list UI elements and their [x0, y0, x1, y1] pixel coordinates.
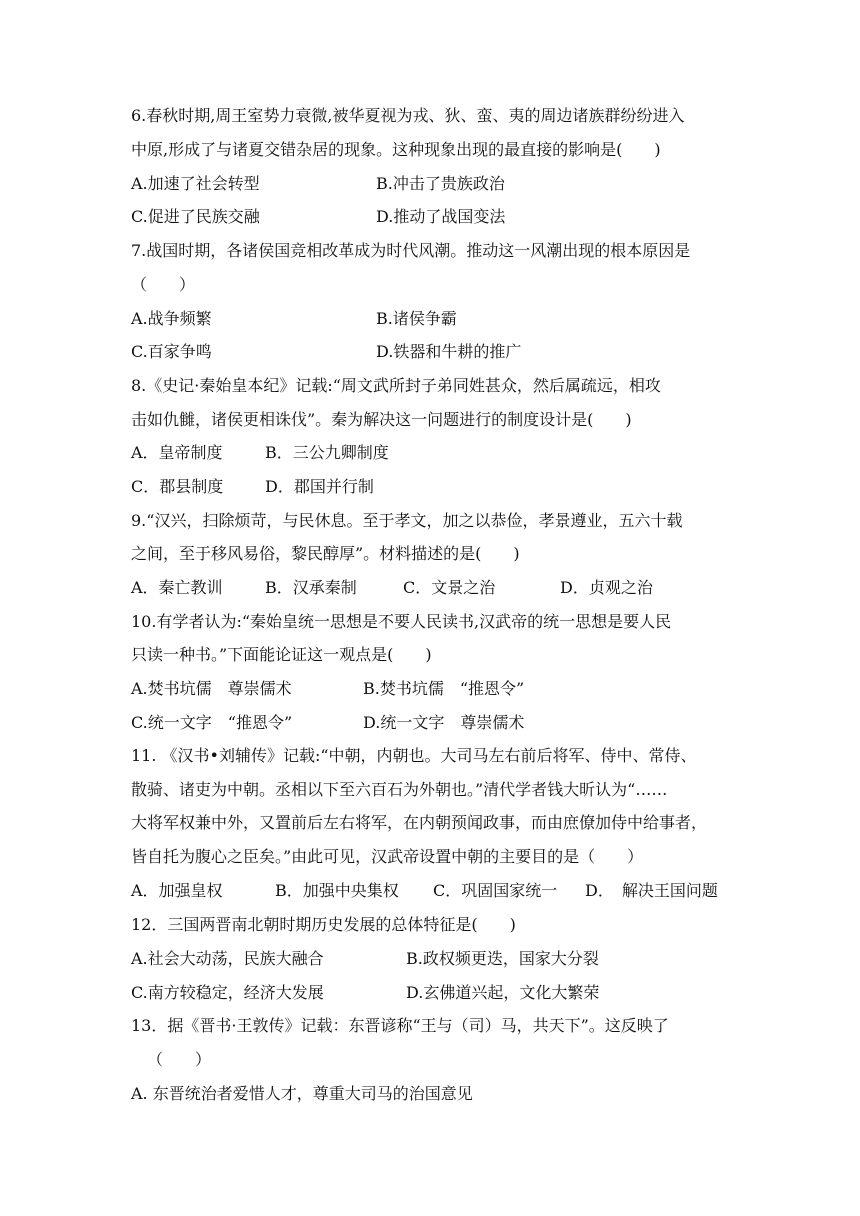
question-9-stem-line-2: 之间，至于移风易俗，黎民醇厚”。材料描述的是( )	[131, 544, 520, 563]
question-8-stem-line-1: 8.《史记·秦始皇本纪》记载:“周文武所封子弟同姓甚众，然后属疏远，相攻	[131, 376, 661, 395]
question-8-option-a: A．皇帝制度	[131, 443, 223, 462]
question-7-stem-line-2: （ ）	[131, 275, 196, 294]
question-10-option-b: B.焚书坑儒 “推恩令”	[363, 679, 525, 698]
question-6-option-a: A.加速了社会转型	[131, 174, 260, 193]
question-13-stem-line-2: （ ）	[147, 1050, 212, 1069]
question-6-option-d: D.推动了战国变法	[376, 207, 506, 226]
question-10-option-d: D.统一文字 尊崇儒术	[363, 713, 525, 732]
question-7-option-a: A.战争频繁	[131, 309, 212, 328]
question-8-option-c: C．郡县制度	[131, 477, 224, 496]
question-9-option-c: C．文景之治	[403, 578, 496, 597]
question-8-stem-line-2: 击如仇雠，诸侯更相诛伐”。秦为解决这一问题进行的制度设计是( )	[131, 410, 632, 429]
question-6-stem-line-2: 中原,形成了与诸夏交错杂居的现象。这种现象出现的最直接的影响是( )	[131, 140, 661, 159]
question-7-option-b: B.诸侯争霸	[376, 309, 457, 328]
question-11-option-d: D． 解决王国问题	[585, 881, 718, 900]
question-11-option-b: B．加强中央集权	[275, 881, 399, 900]
question-9-option-a: A．秦亡教训	[131, 578, 223, 597]
question-11-option-a: A．加强皇权	[131, 881, 223, 900]
question-9-stem-line-1: 9.“汉兴，扫除烦苛，与民休息。至于孝文，加之以恭俭，孝景遵业，五六十载	[131, 511, 683, 530]
question-10-option-c: C.统一文字 “推恩令”	[131, 713, 293, 732]
question-11-option-c: C．巩固国家统一	[433, 881, 558, 900]
question-10-stem-line-2: 只读一种书。”下面能论证这一观点是( )	[131, 645, 432, 664]
question-13-stem-line-1: 13．据《晋书·王敦传》记载：东晋谚称“王与（司）马，共天下”。这反映了	[131, 1016, 669, 1035]
question-7-option-c: C.百家争鸣	[131, 342, 212, 361]
question-11-stem-line-2: 散骑、诸吏为中朝。丞相以下至六百石为外朝也。”清代学者钱大昕认为“……	[131, 780, 668, 799]
question-6-option-c: C.促进了民族交融	[131, 207, 260, 226]
question-11-stem-line-4: 皆自托为腹心之臣矣。”由此可见，汉武帝设置中朝的主要目的是（ ）	[131, 847, 644, 866]
question-9-option-b: B．汉承秦制	[265, 578, 357, 597]
question-13-option-a: A. 东晋统治者爱惜人才，尊重大司马的治国意见	[131, 1084, 473, 1103]
question-6-stem-line-1: 6.春秋时期,周王室势力衰微,被华夏视为戎、狄、蛮、夷的周边诸族群纷纷进入	[131, 106, 685, 125]
question-12-option-a: A.社会大动荡，民族大融合	[131, 949, 324, 968]
question-12-option-c: C.南方较稳定，经济大发展	[131, 983, 324, 1002]
question-7-option-d: D.铁器和牛耕的推广	[376, 342, 522, 361]
question-12-stem-line-1: 12．三国两晋南北朝时期历史发展的总体特征是( )	[131, 915, 516, 934]
question-11-stem-line-1: 11. 《汉书•刘辅传》记载:“中朝，内朝也。大司马左右前后将军、侍中、常侍、	[131, 746, 697, 765]
question-12-option-d: D.玄佛道兴起，文化大繁荣	[406, 983, 600, 1002]
question-6-option-b: B.冲击了贵族政治	[376, 174, 505, 193]
question-10-stem-line-1: 10.有学者认为:“秦始皇统一思想是不要人民读书,汉武帝的统一思想是要人民	[131, 612, 672, 631]
question-12-option-b: B.政权频更迭，国家大分裂	[406, 949, 599, 968]
question-8-option-b: B．三公九卿制度	[265, 443, 389, 462]
question-11-stem-line-3: 大将军权兼中外，又置前后左右将军，在内朝预闻政事，而由庶僚加侍中给事者，	[131, 813, 708, 832]
question-8-option-d: D．郡国并行制	[265, 477, 374, 496]
question-7-stem-line-1: 7.战国时期，各诸侯国竞相改革成为时代风潮。推动这一风潮出现的根本原因是	[131, 241, 691, 260]
question-10-option-a: A.焚书坑儒 尊崇儒术	[131, 679, 292, 698]
question-9-option-d: D．贞观之治	[560, 578, 653, 597]
